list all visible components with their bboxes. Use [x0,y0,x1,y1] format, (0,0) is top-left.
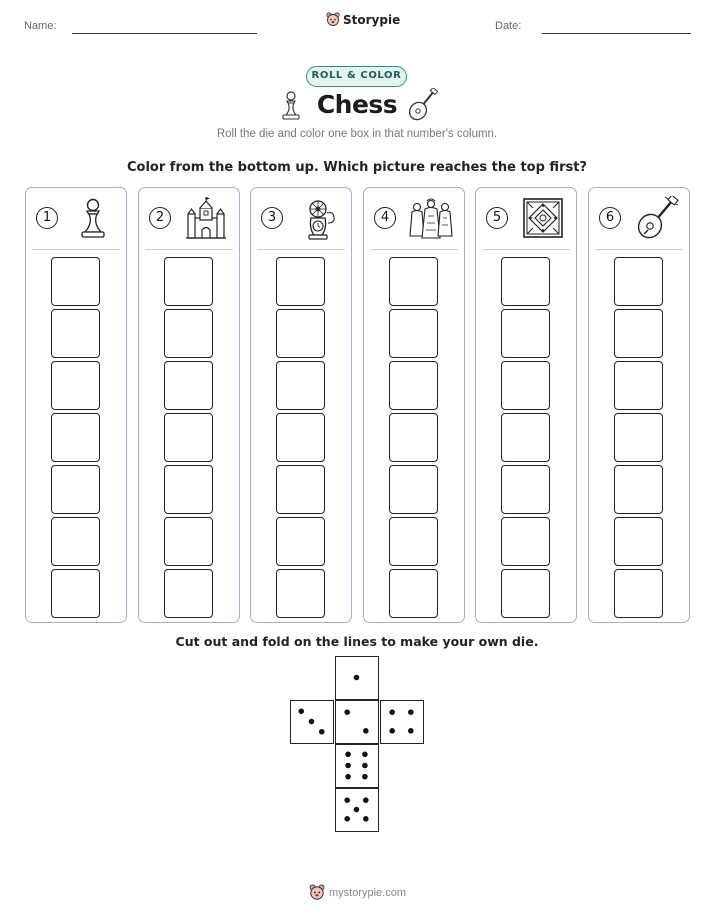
cut-instruction: Cut out and fold on the lines to make your own die. [175,634,539,649]
column-number: 2 [149,207,171,229]
color-box[interactable] [276,257,325,306]
castle-icon [182,196,230,242]
column-4 [363,187,465,623]
color-box[interactable] [389,569,438,618]
color-box[interactable] [51,257,100,306]
color-box[interactable] [614,517,663,566]
color-box[interactable] [164,257,213,306]
people-icon [407,196,455,242]
footer [309,884,406,902]
footer-bear-icon [309,884,325,902]
color-box[interactable] [276,465,325,514]
pawn-icon [69,196,117,242]
color-box[interactable] [614,361,663,410]
instructions-text: Roll the die and color one box in that number's column. [216,128,498,140]
color-box[interactable] [614,413,663,462]
color-box[interactable] [501,569,550,618]
die-face-2 [335,700,379,744]
color-box[interactable] [51,517,100,566]
color-box[interactable] [614,309,663,358]
color-box[interactable] [501,465,550,514]
name-label: Name: [24,20,57,32]
color-box[interactable] [276,517,325,566]
die-face-3 [290,700,334,744]
color-box[interactable] [501,257,550,306]
column-number: 6 [599,207,621,229]
color-box[interactable] [389,361,438,410]
color-box[interactable] [164,569,213,618]
color-box[interactable] [501,309,550,358]
column-number: 4 [374,207,396,229]
column-2 [138,187,240,623]
column-3 [250,187,352,623]
column-number: 3 [261,207,283,229]
column-number: 1 [36,207,58,229]
column-divider [482,249,570,250]
color-box[interactable] [501,413,550,462]
column-divider [145,249,233,250]
color-box[interactable] [51,413,100,462]
date-label: Date: [495,20,522,32]
column-5 [475,187,577,623]
column-divider [257,249,345,250]
column-divider [370,249,458,250]
color-box[interactable] [164,413,213,462]
color-box[interactable] [501,517,550,566]
color-box[interactable] [614,569,663,618]
column-divider [32,249,120,250]
column-1 [25,187,127,623]
date-line [542,33,691,34]
color-box[interactable] [51,309,100,358]
brand-name: Storypie [343,13,401,27]
clock-icon [294,196,342,242]
color-box[interactable] [389,257,438,306]
color-box[interactable] [164,465,213,514]
color-box[interactable] [164,361,213,410]
title-lute-icon [408,88,438,122]
color-box[interactable] [389,309,438,358]
brand-logo [326,12,400,28]
column-number: 5 [486,207,508,229]
color-box[interactable] [389,517,438,566]
color-box[interactable] [389,465,438,514]
bear-icon [326,12,340,28]
color-box[interactable] [51,361,100,410]
color-box[interactable] [51,569,100,618]
color-box[interactable] [51,465,100,514]
die-face-6 [335,744,379,788]
color-box[interactable] [164,517,213,566]
color-box[interactable] [614,465,663,514]
color-box[interactable] [276,361,325,410]
color-box[interactable] [389,413,438,462]
color-box[interactable] [276,413,325,462]
die-face-4 [380,700,424,744]
column-divider [595,249,683,250]
roll-color-badge: ROLL & COLOR [306,66,407,87]
color-box[interactable] [501,361,550,410]
tile-pattern-icon [519,196,567,242]
color-box[interactable] [276,569,325,618]
color-box[interactable] [164,309,213,358]
color-box[interactable] [276,309,325,358]
die-face-1 [335,656,379,700]
color-box[interactable] [614,257,663,306]
column-6 [588,187,690,623]
die-face-5 [335,788,379,832]
lute-icon [632,196,680,242]
question-text: Color from the bottom up. Which picture reaches the top first? [127,160,587,175]
page-title: Chess [316,90,398,119]
name-line [72,33,257,34]
footer-url: mystorypie.com [329,887,407,899]
